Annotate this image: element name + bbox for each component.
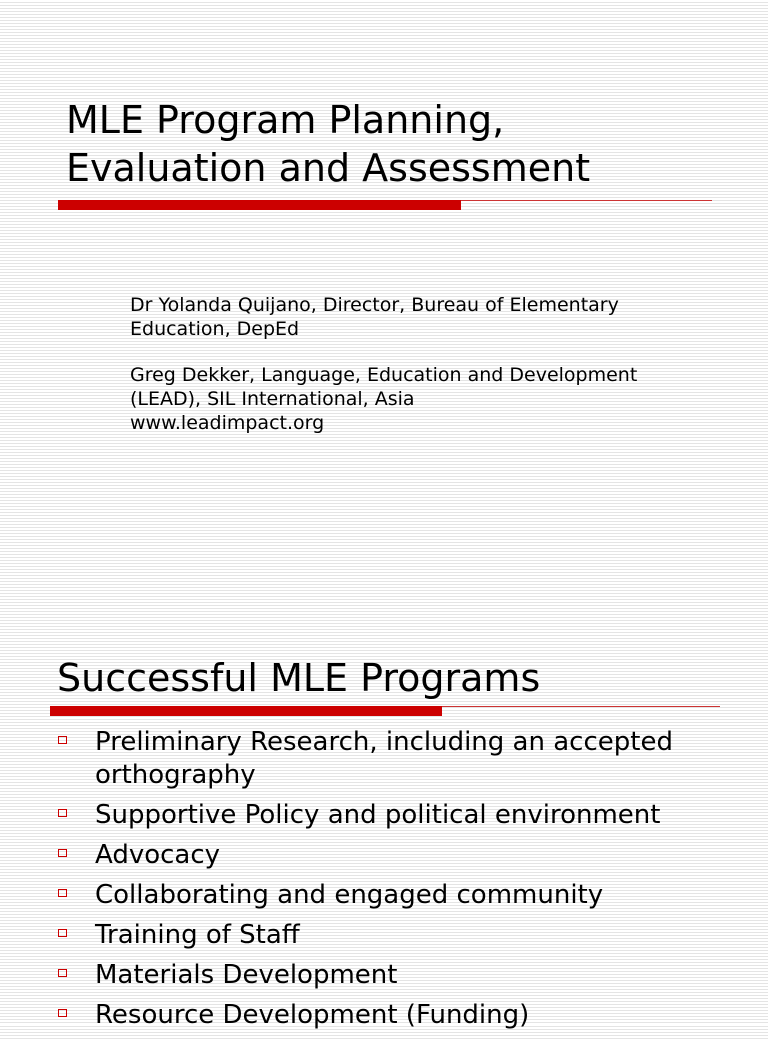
bullet-item <box>0 726 768 792</box>
hollow-square-bullet-icon <box>58 809 67 817</box>
bullet-text: Advocacy <box>95 840 221 870</box>
hollow-square-bullet-icon <box>58 889 67 897</box>
slide-1-title-rule <box>58 200 712 210</box>
author-2-website: www.leadimpact.org <box>130 412 325 434</box>
bullet-text: Collaborating and engaged community <box>95 880 604 910</box>
author-2-line-2: (LEAD), SIL International, Asia <box>130 388 415 410</box>
bullet-text: Materials Development <box>95 960 398 990</box>
author-2 <box>130 363 730 435</box>
bullet-item <box>0 919 768 952</box>
bullet-text: Preliminary Research, including an accepted <box>95 727 673 757</box>
slide-2-title: Successful MLE Programs <box>57 656 541 700</box>
hollow-square-bullet-icon <box>58 929 67 937</box>
author-1-line-2: Education, DepEd <box>130 318 300 340</box>
bullet-item <box>0 839 768 872</box>
slide-2-title-rule <box>50 706 720 716</box>
bullet-item <box>0 959 768 992</box>
bullet-text: Training of Staff <box>95 920 300 950</box>
slide-1-title-line-2: Evaluation and Assessment <box>66 146 591 190</box>
slide-2-rule-thin <box>442 706 720 707</box>
hollow-square-bullet-icon <box>58 969 67 977</box>
slide-1-rule-thick <box>58 200 461 210</box>
hollow-square-bullet-icon <box>58 849 67 857</box>
slide-1-title <box>66 96 590 192</box>
hollow-square-bullet-icon <box>58 1009 67 1017</box>
bullet-text: Resource Development (Funding) <box>95 1000 530 1030</box>
slide-1-rule-thin <box>461 200 712 201</box>
author-2-line-1: Greg Dekker, Language, Education and Development <box>130 364 638 386</box>
bullet-text: Supportive Policy and political environment <box>95 800 661 830</box>
slide-2-rule-thick <box>50 706 442 716</box>
bullet-text-continued: orthography <box>95 760 256 790</box>
bullet-item <box>0 999 768 1032</box>
slide-successful-programs <box>0 600 768 1030</box>
bullet-list <box>0 726 768 1039</box>
bullet-item <box>0 799 768 832</box>
author-1-line-1: Dr Yolanda Quijano, Director, Bureau of Elementary <box>130 294 619 316</box>
bullet-item <box>0 879 768 912</box>
hollow-square-bullet-icon <box>58 736 67 744</box>
author-1 <box>130 293 730 341</box>
author-block <box>130 293 730 457</box>
slide-1-title-line-1: MLE Program Planning, <box>66 98 505 142</box>
